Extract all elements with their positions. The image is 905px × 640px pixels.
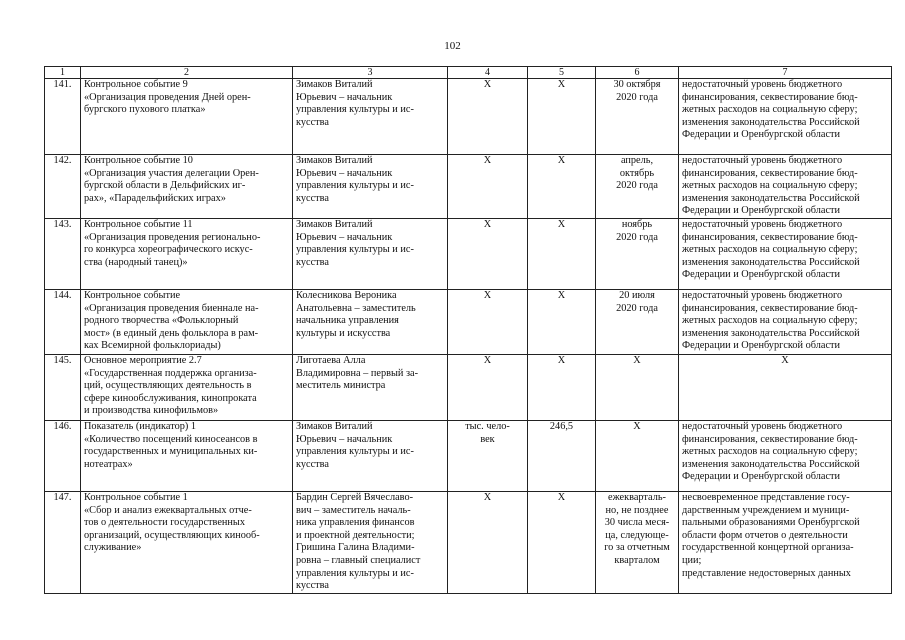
deadline-cell: X xyxy=(596,421,679,492)
event-cell: Контрольное событие 1 «Сбор и анализ ежеквартальных отче- тов о деятельности государственных организаций, осуществляющих кинооб- служивание» xyxy=(81,492,293,594)
row-number: 143. xyxy=(45,219,81,290)
column-header: 2 xyxy=(81,67,293,79)
column4-cell: X xyxy=(448,79,528,155)
risks-cell: недостаточный уровень бюджетного финансирования, секвестирование бюд- жетных расходов на социальную сферу; изменения законодательства Российской Федерации и Оренбургской области xyxy=(679,421,892,492)
column-header: 1 xyxy=(45,67,81,79)
column-header: 5 xyxy=(528,67,596,79)
column5-cell: 246,5 xyxy=(528,421,596,492)
row-number: 146. xyxy=(45,421,81,492)
table-row xyxy=(45,355,892,421)
deadline-cell: апрель, октябрь 2020 года xyxy=(596,155,679,219)
row-number: 147. xyxy=(45,492,81,594)
deadline-cell: 30 октября 2020 года xyxy=(596,79,679,155)
column5-cell: X xyxy=(528,355,596,421)
column4-cell: X xyxy=(448,219,528,290)
deadline-cell: X xyxy=(596,355,679,421)
column5-cell: X xyxy=(528,219,596,290)
risks-cell: недостаточный уровень бюджетного финансирования, секвестирование бюд- жетных расходов на социальную сферу; изменения законодательства Российской Федерации и Оренбургской области xyxy=(679,219,892,290)
deadline-cell: ежекварталь- но, не позднее 30 числа меся- ца, следующе- го за отчетным кварталом xyxy=(596,492,679,594)
column4-cell: X xyxy=(448,492,528,594)
table-row xyxy=(45,290,892,355)
event-cell: Контрольное событие 9 «Организация проведения Дней орен- бургского пухового платка» xyxy=(81,79,293,155)
event-cell: Контрольное событие 11 «Организация проведения регионально- го конкурса хореографического искус- ства (народный танец)» xyxy=(81,219,293,290)
table-row xyxy=(45,421,892,492)
column4-cell: X xyxy=(448,155,528,219)
event-cell: Показатель (индикатор) 1 «Количество посещений киносеансов в государственных и муниципальных ки- нотеатрах» xyxy=(81,421,293,492)
responsible-cell: Колесникова Вероника Анатольевна – заместитель начальника управления культуры и искусства xyxy=(293,290,448,355)
column4-cell: X xyxy=(448,290,528,355)
column4-cell: X xyxy=(448,355,528,421)
row-number: 142. xyxy=(45,155,81,219)
responsible-cell: Зимаков Виталий Юрьевич – начальник управления культуры и ис- кусства xyxy=(293,219,448,290)
event-cell: Контрольное событие «Организация проведения биеннале на- родного творчества «Фольклорный мост» (в единый день фольклора в рам- ках Всемирной фольклориады) xyxy=(81,290,293,355)
responsible-cell: Лиготаева Алла Владимировна – первый за- меститель министра xyxy=(293,355,448,421)
responsible-cell: Зимаков Виталий Юрьевич – начальник управления культуры и ис- кусства xyxy=(293,421,448,492)
column-header: 6 xyxy=(596,67,679,79)
risks-cell: недостаточный уровень бюджетного финансирования, секвестирование бюд- жетных расходов на социальную сферу; изменения законодательства Российской Федерации и Оренбургской области xyxy=(679,155,892,219)
plan-table xyxy=(44,66,892,594)
responsible-cell: Зимаков Виталий Юрьевич – начальник управления культуры и ис- кусства xyxy=(293,155,448,219)
deadline-cell: ноябрь 2020 года xyxy=(596,219,679,290)
column5-cell: X xyxy=(528,492,596,594)
risks-cell: несвоевременное представление госу- дарственным учреждением и муници- пальными образованиями Оренбургской области форм отчетов о деятельности государственной концертной организа- ции; представление недостоверных данных xyxy=(679,492,892,594)
risks-cell: X xyxy=(679,355,892,421)
table-row xyxy=(45,219,892,290)
page-number: 102 xyxy=(444,40,461,52)
column5-cell: X xyxy=(528,290,596,355)
column-header: 3 xyxy=(293,67,448,79)
risks-cell: недостаточный уровень бюджетного финансирования, секвестирование бюд- жетных расходов на социальную сферу; изменения законодательства Российской Федерации и Оренбургской области xyxy=(679,290,892,355)
table-row xyxy=(45,79,892,155)
column-header: 7 xyxy=(679,67,892,79)
deadline-cell: 20 июля 2020 года xyxy=(596,290,679,355)
row-number: 145. xyxy=(45,355,81,421)
column5-cell: X xyxy=(528,155,596,219)
risks-cell: недостаточный уровень бюджетного финансирования, секвестирование бюд- жетных расходов на социальную сферу; изменения законодательства Российской Федерации и Оренбургской области xyxy=(679,79,892,155)
table-row xyxy=(45,155,892,219)
responsible-cell: Зимаков Виталий Юрьевич – начальник управления культуры и ис- кусства xyxy=(293,79,448,155)
table-row xyxy=(45,492,892,594)
row-number: 144. xyxy=(45,290,81,355)
column5-cell: X xyxy=(528,79,596,155)
event-cell: Основное мероприятие 2.7 «Государственная поддержка организа- ций, осуществляющих деятельность в сфере кинообслуживания, кинопроката и производства кинофильмов» xyxy=(81,355,293,421)
column4-cell: тыс. чело- век xyxy=(448,421,528,492)
responsible-cell: Бардин Сергей Вячеславо- вич – заместитель началь- ника управления финансов и проектной деятельности; Гришина Галина Владими- ровна – главный специалист управления культуры и ис- кусства xyxy=(293,492,448,594)
column-header: 4 xyxy=(448,67,528,79)
event-cell: Контрольное событие 10 «Организация участия делегации Орен- бургской области в Дельфийских иг- рах», «Парадельфийских играх» xyxy=(81,155,293,219)
column-numbers-row xyxy=(45,67,892,79)
row-number: 141. xyxy=(45,79,81,155)
